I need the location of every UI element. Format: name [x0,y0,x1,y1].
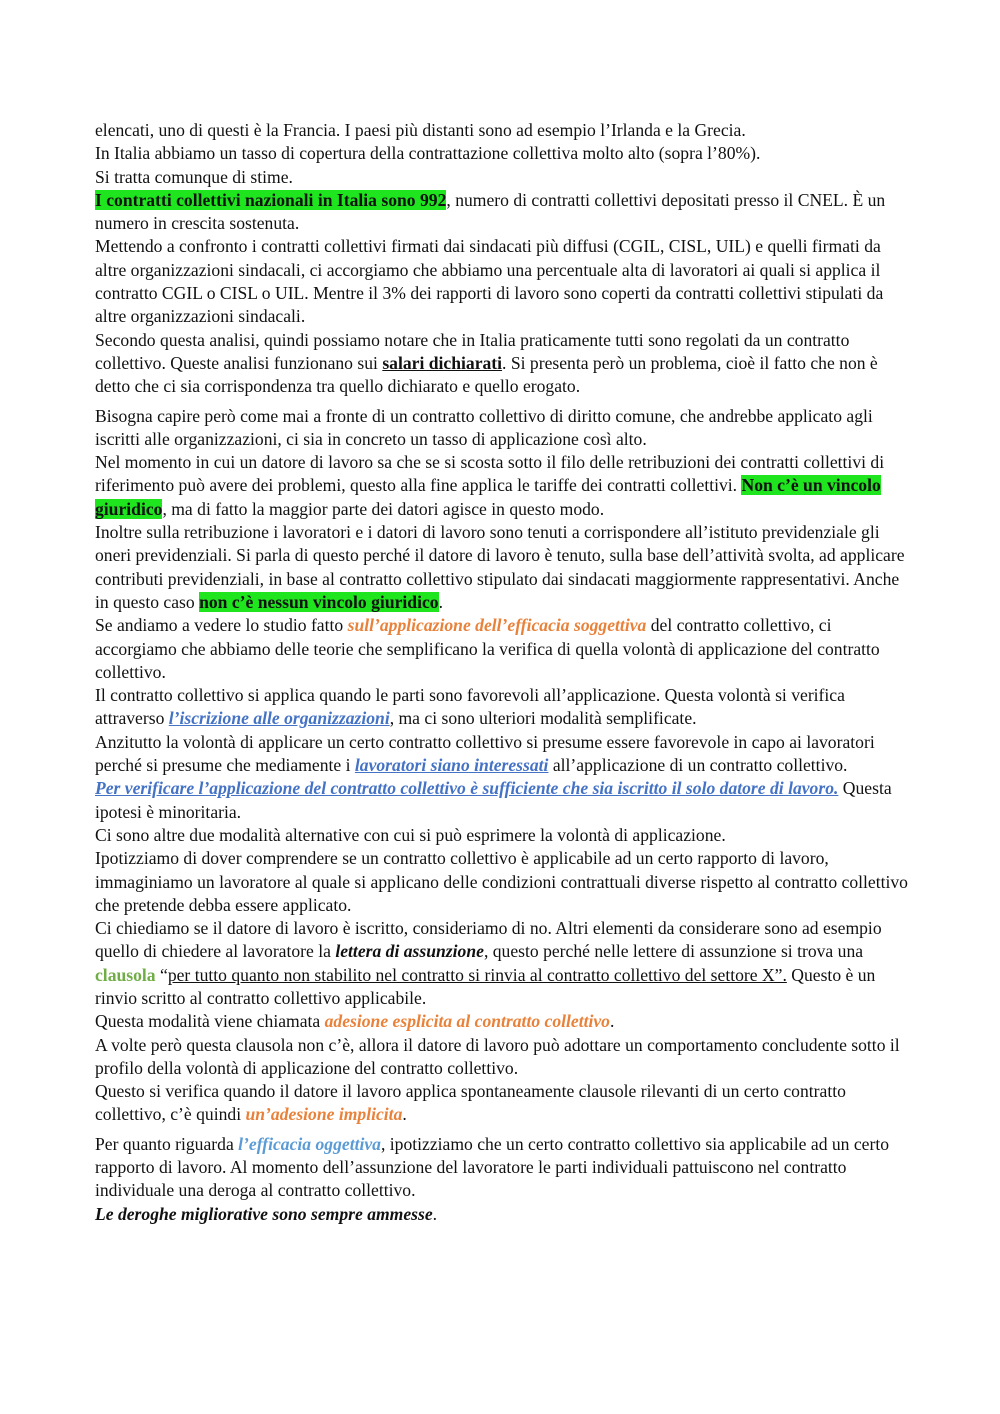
paragraph [95,1010,910,1033]
text-run: Inoltre sulla retribuzione i lavoratori e i datori di lavoro sono tenuti a corrispondere all’istituto previdenziale gli oneri previdenziali. Si parla di questo perché il datore di lavoro è tenuto, sulla base dell’attività svolta, ad applicare contributi previdenziali, in base al contratto collettivo stipulato dai sindacati maggiormente rappresentativi. Anche in questo caso [95,522,905,612]
text-run: , ma ci sono ulteriori modalità semplificate. [389,708,697,729]
text-run: , ipotizziamo che un certo contratto collettivo sia applicabile ad un certo rapporto di lavoro. Al momento dell’assunzione del lavoratore le parti individuali pattuiscono nel contratto individuale una deroga al contratto collettivo. [95,1133,890,1201]
text-run: Mettendo a confronto i contratti collettivi firmati dai sindacati più diffusi (CGIL, CISL, UIL) e quelli firmati da altre organizzazioni sindacali, ci accorgiamo che abbiamo una percentuale alta di lavoratori ai quali si applica il contratto CGIL o CISL o UIL. Mentre il 3% dei rapporti di lavoro sono coperti da contratti collettivi stipulati da altre organizzazioni sindacali. [95,236,884,327]
text-run: Si tratta comunque di stime. [95,166,293,187]
text-orange: un’adesione implicita [245,1104,403,1125]
paragraph [95,731,910,778]
text-bi: lettera di assunzione [335,941,484,962]
text-bi: Le deroghe migliorative sono sempre ammesse [95,1203,433,1224]
text-run: Questo si verifica quando il datore il lavoro applica spontaneamente clausole rilevanti di un certo contratto collettivo, c’è quindi [95,1081,846,1125]
text-run: . [432,1203,438,1224]
paragraph [95,451,910,521]
text-run: Il contratto collettivo si applica quando le parti sono favorevoli all’applicazione. Questa volontà si verifica attraverso [95,685,845,729]
text-hl: I contratti collettivi nazionali in Italia sono 992 [95,189,447,210]
paragraph [95,521,910,614]
text-run: Anzitutto la volontà di applicare un certo contratto collettivo si presume essere favorevole in capo ai lavoratori perché si presume che mediamente i [95,731,875,776]
text-run: , numero di contratti collettivi depositati presso il CNEL. È un numero in crescita sostenuta. [95,189,886,234]
paragraph [95,119,910,142]
paragraph [95,847,910,917]
paragraph [95,1203,910,1226]
text-orange: adesione esplicita al contratto collettivo [324,1011,610,1032]
text-run: , questo perché nelle lettere di assunzione si trova una [483,941,864,962]
text-run: Ipotizziamo di dover comprendere se un contratto collettivo è applicabile ad un certo rapporto di lavoro, immaginiamo un lavoratore al quale si applicano delle condizioni contrattuali diverse rispetto al contratto collettivo che pretende debba essere applicato. [95,848,908,915]
paragraph [95,614,910,684]
paragraph [95,824,910,847]
text-run: Ci chiediamo se il datore di lavoro è iscritto, consideriamo di no. Altri elementi da considerare sono ad esempio quello di chiedere al lavoratore la [95,918,882,962]
paragraph [95,1034,910,1081]
paragraph [95,684,910,731]
text-blue-link: Per verificare l’applicazione del contratto collettivo è sufficiente che sia iscritto il solo datore di lavoro. [95,778,839,799]
text-u: per tutto quanto non stabilito nel contratto si rinvia al contratto collettivo del settore X”. [167,964,787,985]
paragraph [95,917,910,1010]
text-run: . Si presenta però un problema, cioè il fatto che non è detto che ci sia corrispondenza tra quello dichiarato e quello erogato. [95,352,878,397]
text-run: A volte però questa clausola non c’è, allora il datore di lavoro può adottare un comportamento concludente sotto il profilo della volontà di applicazione del contratto collettivo. [95,1034,900,1078]
text-run: . [402,1104,407,1125]
text-blue-link: lavoratori siano interessati [354,755,549,776]
text-green: clausola [95,964,156,985]
paragraph [95,189,910,236]
paragraph [95,405,910,452]
text-run: Nel momento in cui un datore di lavoro sa che se si scosta sotto il filo delle retribuzioni dei contratti collettivi di riferimento può avere dei problemi, questo alla fine applica le tariffe dei contratti collettivi. [95,452,885,496]
text-run: In Italia abbiamo un tasso di copertura della contrattazione collettiva molto alto (sopra l’80%). [95,143,761,164]
text-bu: salari dichiarati [382,352,503,373]
text-run: all’applicazione di un contratto collettivo. [548,755,848,776]
text-run: Per quanto riguarda [95,1133,239,1154]
text-run: . [438,591,443,612]
paragraph [95,142,910,165]
text-run: Questa modalità viene chiamata [95,1011,325,1032]
paragraph [95,1080,910,1127]
text-hl: non c’è nessun vincolo giuridico [199,591,439,612]
text-run: , ma di fatto la maggior parte dei datori agisce in questo modo. [162,498,605,519]
text-run: Ci sono altre due modalità alternative con cui si può esprimere la volontà di applicazione. [95,824,726,845]
text-hl: Non c’è un vincolo giuridico [95,475,881,519]
paragraph [95,235,910,328]
text-run: Se andiamo a vedere lo studio fatto [95,615,348,636]
text-run: Questo è un rinvio scritto al contratto collettivo applicabile. [95,964,876,1008]
text-blue: l’efficacia oggettiva [238,1133,381,1154]
paragraph [95,329,910,399]
paragraph [95,166,910,189]
paragraph [95,777,910,824]
text-run: “ [155,964,168,985]
text-run: del contratto collettivo, ci accorgiamo che abbiamo delle teorie che semplificano la verifica di quella volontà di applicazione del contratto collettivo. [95,615,880,682]
paragraph [95,1133,910,1203]
text-run: Bisogna capire però come mai a fronte di un contratto collettivo di diritto comune, che andrebbe applicato agli iscritti alle organizzazioni, ci sia in concreto un tasso di applicazione così alto. [95,405,873,449]
text-orange: sull’applicazione dell’efficacia soggettiva [347,615,647,636]
text-run: Questa ipotesi è minoritaria. [95,778,892,822]
document-body [95,119,910,1226]
text-blue-link: l’iscrizione alle organizzazioni [168,708,390,729]
text-run: Secondo questa analisi, quindi possiamo notare che in Italia praticamente tutti sono regolati da un contratto collettivo. Queste analisi funzionano sui [95,329,850,373]
text-run: . [609,1011,615,1032]
text-run: elencati, uno di questi è la Francia. I paesi più distanti sono ad esempio l’Irlanda e la Grecia. [95,120,746,140]
